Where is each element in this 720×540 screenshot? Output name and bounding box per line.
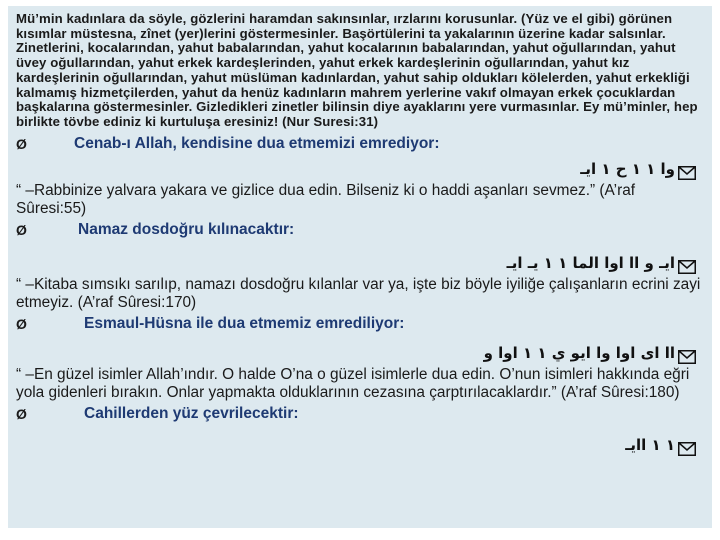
envelope-icon — [678, 346, 696, 360]
bullet-heading: Namaz dosdoğru kılınacaktır: — [78, 220, 295, 238]
arabic-verse — [16, 340, 704, 366]
quote-text: “ –Kitaba sımsıkı sarılıp, namazı dosdoğru kılanlar var ya, işte biz böyle iyiliğe çalışanların ecrini zayi etmeyiz. (A’raf Sûresi:170) — [16, 275, 701, 312]
envelope-icon — [678, 256, 696, 270]
bullet-heading: Esmaul-Hüsna ile dua etmemiz emrediliyor: — [84, 314, 405, 332]
bullet-item — [16, 404, 704, 424]
arabic-text: ايـ و اا اوا الما ١ ١ يـ ايـ — [506, 253, 675, 272]
bullet-item — [16, 220, 704, 240]
bullet-item — [16, 134, 704, 154]
slide — [8, 6, 712, 528]
arabic-verse — [16, 250, 704, 276]
bullet-heading: Cahillerden yüz çevrilecektir: — [84, 404, 299, 422]
arabic-verse — [16, 432, 704, 458]
bullet-arrow-icon: Ø — [16, 315, 27, 332]
bullet-item — [16, 314, 704, 334]
envelope-icon — [678, 162, 696, 176]
arabic-text: ١ ١ اايـ — [625, 435, 675, 454]
envelope-icon — [678, 438, 696, 452]
bullet-heading: Cenab-ı Allah, kendisine dua etmemizi emrediyor: — [74, 134, 440, 152]
intro-paragraph: Mü’min kadınlara da söyle, gözlerini haramdan sakınsınlar, ırzlarını korusunlar. (Yüz ve el gibi) görünen kısımlar müstesna, zînet (yer)lerini göstermesinler. Başörtülerini ta yakalarının üzerine kadar salsınlar. Zinetlerini, kocalarından, yahut babalarından, yahut kocalarının babalarından, yahut oğullarından, yahut üvey oğullarından, yahut erkek kardeşlerinden, yahut erkek kardeşlerinin oğullarından, yahut kız kardeşlerinin oğullarından, yahut müslüman kadınlardan, yahut sahip oldukları kölelerden, yahut erkekliği kalmamış hizmetçilerden, yahut da henüz kadınların mahrem yerlerine vakıf olmayan erkek çocuklardan başkalarına göstermesinler. Gizledikleri zinetler bilinsin diye ayaklarını yere vurmasınlar. Ey mü’minler, hep birlikte tövbe ediniz ki kurtuluşa eresiniz! (Nur Suresi:31) — [16, 11, 698, 129]
quote-text: “ –En güzel isimler Allah’ındır. O halde O’na o güzel isimlerle dua edin. O’nun isimleri hakkında eğri yola gidenleri bırakın. Onlar yapmakta olduklarının cezasına çarptırılacaklardır.” (A’raf Sûresi:180) — [16, 365, 690, 402]
bullet-arrow-icon: Ø — [16, 221, 27, 238]
quote-text: “ –Rabbinize yalvara yakara ve gizlice dua edin. Bilseniz ki o haddi aşanları sevmez.” (A’raf Sûresi:55) — [16, 181, 636, 218]
bullet-arrow-icon: Ø — [16, 405, 27, 422]
arabic-verse — [16, 156, 704, 182]
bullet-arrow-icon: Ø — [16, 135, 27, 152]
arabic-text: اا اى اوا وا ايو ي ١ ١ اوا و — [483, 343, 675, 362]
arabic-text: وا ١ ١ ح ١ ايـ — [580, 159, 675, 178]
